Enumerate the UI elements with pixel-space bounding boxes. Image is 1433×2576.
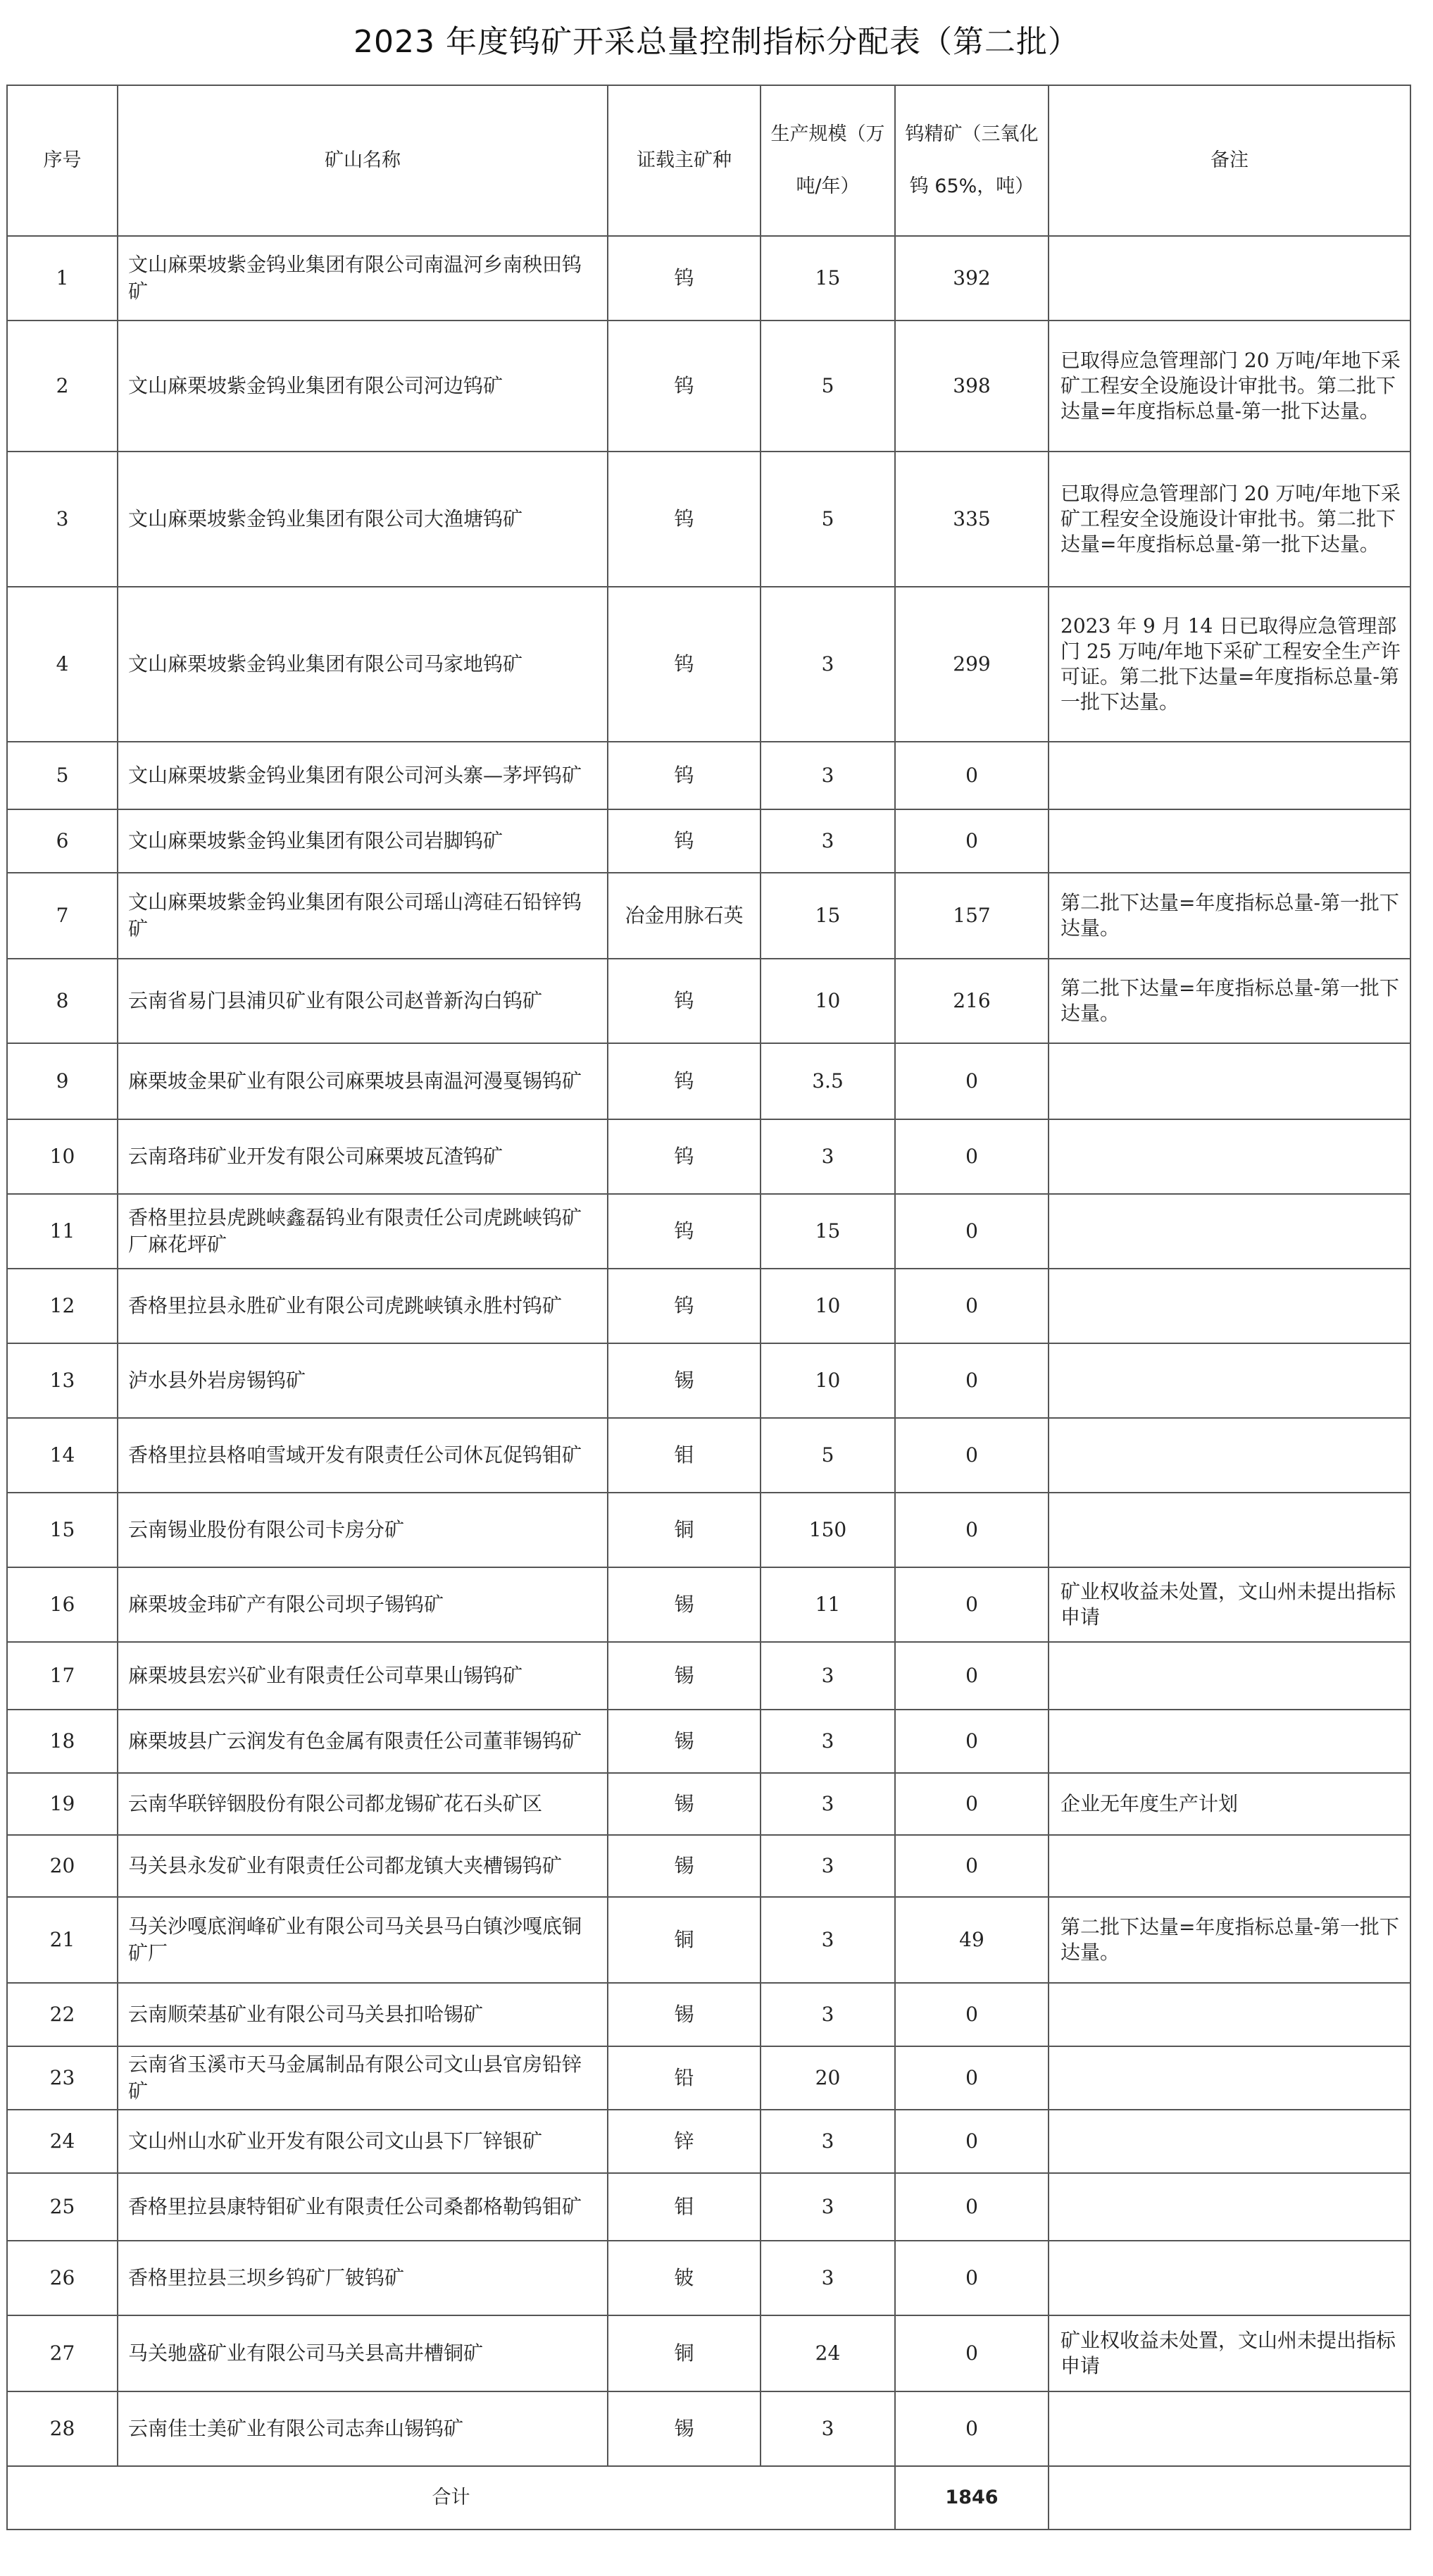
cell-mineral: 钨 xyxy=(608,809,761,873)
table-row xyxy=(7,2391,1410,2466)
cell-note: 企业无年度生产计划 xyxy=(1049,1773,1410,1835)
cell-seq: 1 xyxy=(7,236,118,321)
cell-note: 2023 年 9 月 14 日已取得应急管理部门 25 万吨/年地下采矿工程安全生产许可证。第二批下达量=年度指标总量-第一批下达量。 xyxy=(1049,587,1410,742)
cell-tungsten: 392 xyxy=(895,236,1049,321)
total-label: 合计 xyxy=(7,2466,895,2530)
cell-mine-name: 云南顺荣基矿业有限公司马关县扣哈锡矿 xyxy=(118,1983,608,2046)
cell-mine-name: 云南华联锌铟股份有限公司都龙锡矿花石头矿区 xyxy=(118,1773,608,1835)
cell-mineral: 锡 xyxy=(608,1343,761,1418)
cell-tungsten: 0 xyxy=(895,2046,1049,2110)
cell-seq: 15 xyxy=(7,1493,118,1567)
cell-seq: 20 xyxy=(7,1835,118,1897)
cell-scale: 3 xyxy=(761,1119,895,1194)
cell-mine-name: 泸水县外岩房锡钨矿 xyxy=(118,1343,608,1418)
cell-mine-name: 香格里拉县永胜矿业有限公司虎跳峡镇永胜村钨矿 xyxy=(118,1269,608,1343)
cell-scale: 10 xyxy=(761,1343,895,1418)
cell-mine-name: 文山麻栗坡紫金钨业集团有限公司马家地钨矿 xyxy=(118,587,608,742)
cell-note xyxy=(1049,2110,1410,2173)
cell-mineral: 锡 xyxy=(608,1642,761,1710)
cell-tungsten: 0 xyxy=(895,1710,1049,1773)
cell-mine-name: 麻栗坡县宏兴矿业有限责任公司草果山锡钨矿 xyxy=(118,1642,608,1710)
cell-mineral: 锡 xyxy=(608,1567,761,1642)
cell-mine-name: 马关县永发矿业有限责任公司都龙镇大夹槽锡钨矿 xyxy=(118,1835,608,1897)
cell-tungsten: 299 xyxy=(895,587,1049,742)
cell-seq: 23 xyxy=(7,2046,118,2110)
table-row xyxy=(7,1710,1410,1773)
cell-seq: 18 xyxy=(7,1710,118,1773)
cell-scale: 24 xyxy=(761,2315,895,2391)
cell-mineral: 铅 xyxy=(608,2046,761,2110)
cell-seq: 4 xyxy=(7,587,118,742)
cell-note: 第二批下达量=年度指标总量-第一批下达量。 xyxy=(1049,873,1410,959)
cell-mine-name: 香格里拉县康特钼矿业有限责任公司桑都格勒钨钼矿 xyxy=(118,2173,608,2241)
table-row xyxy=(7,1835,1410,1897)
table-row xyxy=(7,1043,1410,1119)
cell-tungsten: 0 xyxy=(895,1773,1049,1835)
table-row xyxy=(7,1493,1410,1567)
cell-seq: 19 xyxy=(7,1773,118,1835)
cell-mine-name: 云南省玉溪市天马金属制品有限公司文山县官房铅锌矿 xyxy=(118,2046,608,2110)
cell-scale: 10 xyxy=(761,1269,895,1343)
table-row xyxy=(7,2046,1410,2110)
cell-tungsten: 0 xyxy=(895,1642,1049,1710)
table-row xyxy=(7,236,1410,321)
cell-mineral: 铜 xyxy=(608,2315,761,2391)
table-row xyxy=(7,809,1410,873)
cell-mineral: 钨 xyxy=(608,959,761,1043)
cell-mine-name: 文山麻栗坡紫金钨业集团有限公司岩脚钨矿 xyxy=(118,809,608,873)
cell-scale: 3 xyxy=(761,1710,895,1773)
cell-mine-name: 香格里拉县三坝乡钨矿厂铍钨矿 xyxy=(118,2241,608,2315)
cell-note xyxy=(1049,1343,1410,1418)
table-row xyxy=(7,1642,1410,1710)
cell-tungsten: 0 xyxy=(895,1269,1049,1343)
cell-mineral: 钨 xyxy=(608,742,761,809)
cell-note xyxy=(1049,1194,1410,1269)
cell-mineral: 钨 xyxy=(608,1194,761,1269)
cell-seq: 8 xyxy=(7,959,118,1043)
cell-mineral: 钨 xyxy=(608,1119,761,1194)
cell-seq: 22 xyxy=(7,1983,118,2046)
cell-mineral: 钨 xyxy=(608,236,761,321)
cell-mine-name: 文山麻栗坡紫金钨业集团有限公司南温河乡南秧田钨矿 xyxy=(118,236,608,321)
cell-mine-name: 文山麻栗坡紫金钨业集团有限公司河头寨—茅坪钨矿 xyxy=(118,742,608,809)
cell-mine-name: 香格里拉县虎跳峡鑫磊钨业有限责任公司虎跳峡钨矿厂麻花坪矿 xyxy=(118,1194,608,1269)
cell-scale: 5 xyxy=(761,321,895,452)
cell-seq: 17 xyxy=(7,1642,118,1710)
cell-scale: 10 xyxy=(761,959,895,1043)
table-row xyxy=(7,321,1410,452)
cell-mineral: 锡 xyxy=(608,1983,761,2046)
table-row xyxy=(7,587,1410,742)
cell-tungsten: 0 xyxy=(895,1983,1049,2046)
cell-tungsten: 0 xyxy=(895,1343,1049,1418)
cell-seq: 27 xyxy=(7,2315,118,2391)
cell-tungsten: 157 xyxy=(895,873,1049,959)
cell-mine-name: 云南珞玮矿业开发有限公司麻栗坡瓦渣钨矿 xyxy=(118,1119,608,1194)
cell-scale: 15 xyxy=(761,873,895,959)
cell-mineral: 钨 xyxy=(608,587,761,742)
cell-mine-name: 马关驰盛矿业有限公司马关县高井槽铜矿 xyxy=(118,2315,608,2391)
table-row xyxy=(7,742,1410,809)
cell-scale: 3 xyxy=(761,2110,895,2173)
cell-mineral: 钨 xyxy=(608,1269,761,1343)
cell-seq: 9 xyxy=(7,1043,118,1119)
header-scale: 生产规模（万吨/年） xyxy=(761,85,895,236)
cell-scale: 3.5 xyxy=(761,1043,895,1119)
cell-mineral: 锡 xyxy=(608,1773,761,1835)
cell-mineral: 钨 xyxy=(608,1043,761,1119)
cell-scale: 3 xyxy=(761,809,895,873)
table-row xyxy=(7,873,1410,959)
cell-mine-name: 文山麻栗坡紫金钨业集团有限公司大渔塘钨矿 xyxy=(118,452,608,587)
cell-scale: 3 xyxy=(761,2391,895,2466)
table-row xyxy=(7,1119,1410,1194)
header-name: 矿山名称 xyxy=(118,85,608,236)
cell-note: 矿业权收益未处置，文山州未提出指标申请 xyxy=(1049,2315,1410,2391)
header-note: 备注 xyxy=(1049,85,1410,236)
cell-mineral: 铜 xyxy=(608,1897,761,1983)
table-row xyxy=(7,959,1410,1043)
cell-tungsten: 0 xyxy=(895,1567,1049,1642)
table-body xyxy=(7,236,1410,2466)
cell-tungsten: 0 xyxy=(895,2241,1049,2315)
table-row xyxy=(7,1897,1410,1983)
cell-tungsten: 0 xyxy=(895,2315,1049,2391)
table-row xyxy=(7,1983,1410,2046)
cell-mineral: 钼 xyxy=(608,1418,761,1493)
cell-seq: 5 xyxy=(7,742,118,809)
cell-seq: 6 xyxy=(7,809,118,873)
cell-seq: 24 xyxy=(7,2110,118,2173)
table-row xyxy=(7,2110,1410,2173)
cell-mine-name: 文山州山水矿业开发有限公司文山县下厂锌银矿 xyxy=(118,2110,608,2173)
cell-tungsten: 0 xyxy=(895,2110,1049,2173)
total-row xyxy=(7,2466,1410,2530)
cell-seq: 28 xyxy=(7,2391,118,2466)
cell-tungsten: 335 xyxy=(895,452,1049,587)
cell-mineral: 铍 xyxy=(608,2241,761,2315)
cell-scale: 3 xyxy=(761,2241,895,2315)
cell-mine-name: 云南锡业股份有限公司卡房分矿 xyxy=(118,1493,608,1567)
cell-seq: 16 xyxy=(7,1567,118,1642)
cell-note xyxy=(1049,1119,1410,1194)
table-row xyxy=(7,1418,1410,1493)
cell-mineral: 锌 xyxy=(608,2110,761,2173)
table-row xyxy=(7,452,1410,587)
header-tungsten: 钨精矿（三氧化钨 65%，吨） xyxy=(895,85,1049,236)
total-note xyxy=(1049,2466,1410,2530)
cell-note xyxy=(1049,1835,1410,1897)
cell-mine-name: 云南省易门县浦贝矿业有限公司赵普新沟白钨矿 xyxy=(118,959,608,1043)
cell-seq: 11 xyxy=(7,1194,118,1269)
cell-mineral: 锡 xyxy=(608,1835,761,1897)
cell-scale: 3 xyxy=(761,1773,895,1835)
cell-scale: 3 xyxy=(761,587,895,742)
cell-note xyxy=(1049,1269,1410,1343)
cell-seq: 7 xyxy=(7,873,118,959)
cell-seq: 12 xyxy=(7,1269,118,1343)
cell-tungsten: 0 xyxy=(895,2391,1049,2466)
cell-mine-name: 麻栗坡县广云润发有色金属有限责任公司董菲锡钨矿 xyxy=(118,1710,608,1773)
cell-scale: 15 xyxy=(761,236,895,321)
cell-seq: 21 xyxy=(7,1897,118,1983)
cell-seq: 10 xyxy=(7,1119,118,1194)
cell-note xyxy=(1049,1043,1410,1119)
table-row xyxy=(7,1343,1410,1418)
cell-note xyxy=(1049,1642,1410,1710)
header-mineral: 证载主矿种 xyxy=(608,85,761,236)
cell-note xyxy=(1049,1983,1410,2046)
cell-mine-name: 香格里拉县格咱雪域开发有限责任公司休瓦促钨钼矿 xyxy=(118,1418,608,1493)
table-row xyxy=(7,1269,1410,1343)
cell-note xyxy=(1049,1493,1410,1567)
cell-mineral: 锡 xyxy=(608,1710,761,1773)
cell-note: 第二批下达量=年度指标总量-第一批下达量。 xyxy=(1049,959,1410,1043)
cell-tungsten: 398 xyxy=(895,321,1049,452)
cell-tungsten: 0 xyxy=(895,1418,1049,1493)
cell-scale: 20 xyxy=(761,2046,895,2110)
cell-scale: 3 xyxy=(761,1897,895,1983)
cell-note: 已取得应急管理部门 20 万吨/年地下采矿工程安全设施设计审批书。第二批下达量=年度指标总量-第一批下达量。 xyxy=(1049,321,1410,452)
cell-scale: 5 xyxy=(761,1418,895,1493)
cell-tungsten: 216 xyxy=(895,959,1049,1043)
cell-mine-name: 云南佳士美矿业有限公司志奔山锡钨矿 xyxy=(118,2391,608,2466)
cell-scale: 3 xyxy=(761,742,895,809)
cell-mine-name: 马关沙嘎底润峰矿业有限公司马关县马白镇沙嘎底铜矿厂 xyxy=(118,1897,608,1983)
cell-tungsten: 0 xyxy=(895,1835,1049,1897)
cell-scale: 3 xyxy=(761,1835,895,1897)
cell-note xyxy=(1049,2173,1410,2241)
cell-seq: 3 xyxy=(7,452,118,587)
cell-note xyxy=(1049,1418,1410,1493)
cell-tungsten: 49 xyxy=(895,1897,1049,1983)
cell-note: 矿业权收益未处置，文山州未提出指标申请 xyxy=(1049,1567,1410,1642)
cell-tungsten: 0 xyxy=(895,1194,1049,1269)
cell-note xyxy=(1049,742,1410,809)
table-row xyxy=(7,2315,1410,2391)
cell-tungsten: 0 xyxy=(895,742,1049,809)
cell-note xyxy=(1049,809,1410,873)
header-seq: 序号 xyxy=(7,85,118,236)
cell-note: 已取得应急管理部门 20 万吨/年地下采矿工程安全设施设计审批书。第二批下达量=年度指标总量-第一批下达量。 xyxy=(1049,452,1410,587)
cell-note: 第二批下达量=年度指标总量-第一批下达量。 xyxy=(1049,1897,1410,1983)
cell-mineral: 钨 xyxy=(608,452,761,587)
table-row xyxy=(7,1194,1410,1269)
cell-note xyxy=(1049,2391,1410,2466)
cell-tungsten: 0 xyxy=(895,1493,1049,1567)
cell-note xyxy=(1049,1710,1410,1773)
cell-seq: 14 xyxy=(7,1418,118,1493)
cell-scale: 5 xyxy=(761,452,895,587)
cell-mineral: 锡 xyxy=(608,2391,761,2466)
cell-seq: 13 xyxy=(7,1343,118,1418)
cell-mineral: 钼 xyxy=(608,2173,761,2241)
cell-mineral: 钨 xyxy=(608,321,761,452)
cell-note xyxy=(1049,2046,1410,2110)
cell-mine-name: 麻栗坡金果矿业有限公司麻栗坡县南温河漫戛锡钨矿 xyxy=(118,1043,608,1119)
cell-seq: 25 xyxy=(7,2173,118,2241)
cell-scale: 15 xyxy=(761,1194,895,1269)
header-row xyxy=(7,85,1410,236)
cell-mineral: 铜 xyxy=(608,1493,761,1567)
cell-note xyxy=(1049,2241,1410,2315)
table-row xyxy=(7,1773,1410,1835)
cell-scale: 3 xyxy=(761,1642,895,1710)
cell-tungsten: 0 xyxy=(895,2173,1049,2241)
cell-seq: 26 xyxy=(7,2241,118,2315)
cell-mine-name: 文山麻栗坡紫金钨业集团有限公司瑶山湾硅石铅锌钨矿 xyxy=(118,873,608,959)
cell-scale: 150 xyxy=(761,1493,895,1567)
cell-scale: 3 xyxy=(761,1983,895,2046)
cell-scale: 11 xyxy=(761,1567,895,1642)
cell-mine-name: 麻栗坡金玮矿产有限公司坝子锡钨矿 xyxy=(118,1567,608,1642)
cell-mine-name: 文山麻栗坡紫金钨业集团有限公司河边钨矿 xyxy=(118,321,608,452)
table-row xyxy=(7,1567,1410,1642)
table-row xyxy=(7,2241,1410,2315)
total-tungsten: 1846 xyxy=(895,2466,1049,2530)
cell-scale: 3 xyxy=(761,2173,895,2241)
cell-note xyxy=(1049,236,1410,321)
cell-tungsten: 0 xyxy=(895,809,1049,873)
cell-mineral: 冶金用脉石英 xyxy=(608,873,761,959)
allocation-table xyxy=(6,85,1411,2530)
cell-tungsten: 0 xyxy=(895,1043,1049,1119)
table-row xyxy=(7,2173,1410,2241)
page-title: 2023 年度钨矿开采总量控制指标分配表（第二批） xyxy=(353,24,1080,60)
cell-tungsten: 0 xyxy=(895,1119,1049,1194)
cell-seq: 2 xyxy=(7,321,118,452)
